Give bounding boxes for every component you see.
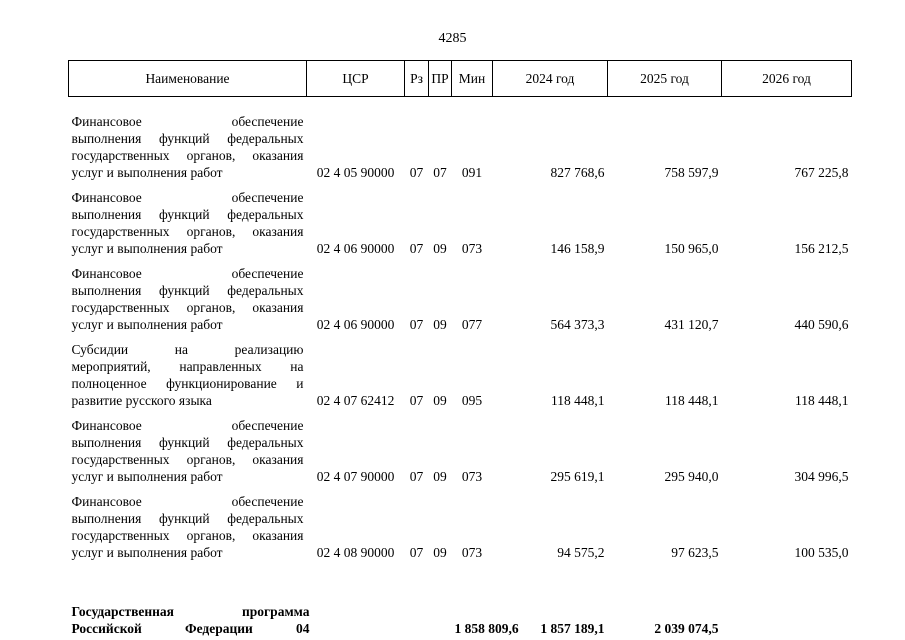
row-name-line: Финансовое обеспечение xyxy=(71,114,304,129)
row-pr: 09 xyxy=(433,469,447,484)
row-name xyxy=(69,333,307,409)
row-csr: 02 4 08 90000 xyxy=(316,545,395,560)
row-name xyxy=(69,97,307,182)
row-rz: 07 xyxy=(409,317,424,332)
row-name-line: услуг и выполнения работ xyxy=(71,165,223,180)
row-csr: 02 4 05 90000 xyxy=(316,165,395,180)
row-pr: 07 xyxy=(433,165,447,180)
total-2026: 2 039 074,5 xyxy=(654,621,719,636)
row-csr: 02 4 07 62412 xyxy=(316,393,395,408)
row-pr: 09 xyxy=(433,241,447,256)
row-2025: 97 623,5 xyxy=(671,545,719,560)
row-name-line: услуг и выполнения работ xyxy=(71,317,223,332)
row-csr: 02 4 06 90000 xyxy=(316,241,395,256)
row-rz: 07 xyxy=(409,241,424,256)
row-name-line: выполнения функций федеральных xyxy=(71,207,304,222)
header-min: Мин xyxy=(452,61,493,97)
row-2024: 295 619,1 xyxy=(550,469,605,484)
row-name-line: полноценное функционирование и xyxy=(71,376,304,391)
total-row xyxy=(69,561,852,637)
row-name-line: Финансовое обеспечение xyxy=(71,266,304,281)
table-row xyxy=(69,485,852,561)
row-2026: 304 996,5 xyxy=(794,469,849,484)
total-name-line: Российской Федерации 04 xyxy=(71,621,310,636)
header-row xyxy=(69,61,852,97)
budget-table xyxy=(68,60,852,637)
row-pr: 09 xyxy=(433,393,447,408)
row-name-line: государственных органов, оказания xyxy=(71,528,304,543)
header-2024: 2024 год xyxy=(493,61,608,97)
row-rz: 07 xyxy=(409,469,424,484)
header-rz: Рз xyxy=(405,61,429,97)
page-number: 4285 xyxy=(438,31,467,46)
row-name-line: выполнения функций федеральных xyxy=(71,511,304,526)
row-2026: 767 225,8 xyxy=(794,165,849,180)
row-name-line: развитие русского языка xyxy=(71,393,212,408)
row-rz: 07 xyxy=(409,545,424,560)
row-2024: 146 158,9 xyxy=(550,241,605,256)
row-name-line: выполнения функций федеральных xyxy=(71,435,304,450)
row-name-line: Финансовое обеспечение xyxy=(71,418,304,433)
row-name-line: Субсидии на реализацию xyxy=(71,342,304,357)
table-row xyxy=(69,97,852,182)
total-name-line: Государственная программа xyxy=(71,604,310,619)
header-csr: ЦСР xyxy=(307,61,405,97)
row-min: 095 xyxy=(461,393,483,408)
row-name-line: государственных органов, оказания xyxy=(71,148,304,163)
row-name-line: мероприятий, направленных на xyxy=(71,359,304,374)
row-2025: 758 597,9 xyxy=(664,165,719,180)
row-name-line: услуг и выполнения работ xyxy=(71,545,223,560)
row-2024: 94 575,2 xyxy=(557,545,605,560)
table-row xyxy=(69,409,852,485)
header-2025: 2025 год xyxy=(608,61,722,97)
row-name-line: выполнения функций федеральных xyxy=(71,283,304,298)
row-csr: 02 4 06 90000 xyxy=(316,317,395,332)
row-name-line: услуг и выполнения работ xyxy=(71,469,223,484)
table-row xyxy=(69,181,852,257)
row-min: 073 xyxy=(461,241,483,256)
header-pr: ПР xyxy=(429,61,452,97)
row-min: 077 xyxy=(461,317,483,332)
row-2025: 118 448,1 xyxy=(665,393,719,408)
row-min: 091 xyxy=(461,165,483,180)
row-name-line: услуг и выполнения работ xyxy=(71,241,223,256)
row-2026: 440 590,6 xyxy=(794,317,849,332)
row-2026: 156 212,5 xyxy=(794,241,849,256)
row-name-line: Финансовое обеспечение xyxy=(71,494,304,509)
row-2024: 827 768,6 xyxy=(550,165,605,180)
row-csr: 02 4 07 90000 xyxy=(316,469,395,484)
row-name xyxy=(69,409,307,485)
row-min: 073 xyxy=(461,469,483,484)
table-row xyxy=(69,333,852,409)
row-min: 073 xyxy=(461,545,483,560)
row-2026: 100 535,0 xyxy=(794,545,849,560)
row-name-line: государственных органов, оказания xyxy=(71,300,304,315)
row-rz: 07 xyxy=(409,165,424,180)
row-2025: 150 965,0 xyxy=(664,241,719,256)
header-name: Наименование xyxy=(69,61,307,97)
row-name xyxy=(69,485,307,561)
total-2025: 1 857 189,1 xyxy=(540,621,605,636)
row-name-line: Финансовое обеспечение xyxy=(71,190,304,205)
row-pr: 09 xyxy=(433,317,447,332)
row-name xyxy=(69,257,307,333)
row-name-line: государственных органов, оказания xyxy=(71,452,304,467)
header-2026: 2026 год xyxy=(722,61,852,97)
row-2025: 431 120,7 xyxy=(664,317,719,332)
total-2024: 1 858 809,6 xyxy=(454,621,519,636)
row-pr: 09 xyxy=(433,545,447,560)
row-rz: 07 xyxy=(409,393,424,408)
table-row xyxy=(69,257,852,333)
row-name-line: государственных органов, оказания xyxy=(71,224,304,239)
row-2026: 118 448,1 xyxy=(795,393,849,408)
row-2025: 295 940,0 xyxy=(664,469,719,484)
total-name xyxy=(69,561,405,637)
row-2024: 118 448,1 xyxy=(551,393,605,408)
row-2024: 564 373,3 xyxy=(550,317,605,332)
row-name xyxy=(69,181,307,257)
row-name-line: выполнения функций федеральных xyxy=(71,131,304,146)
